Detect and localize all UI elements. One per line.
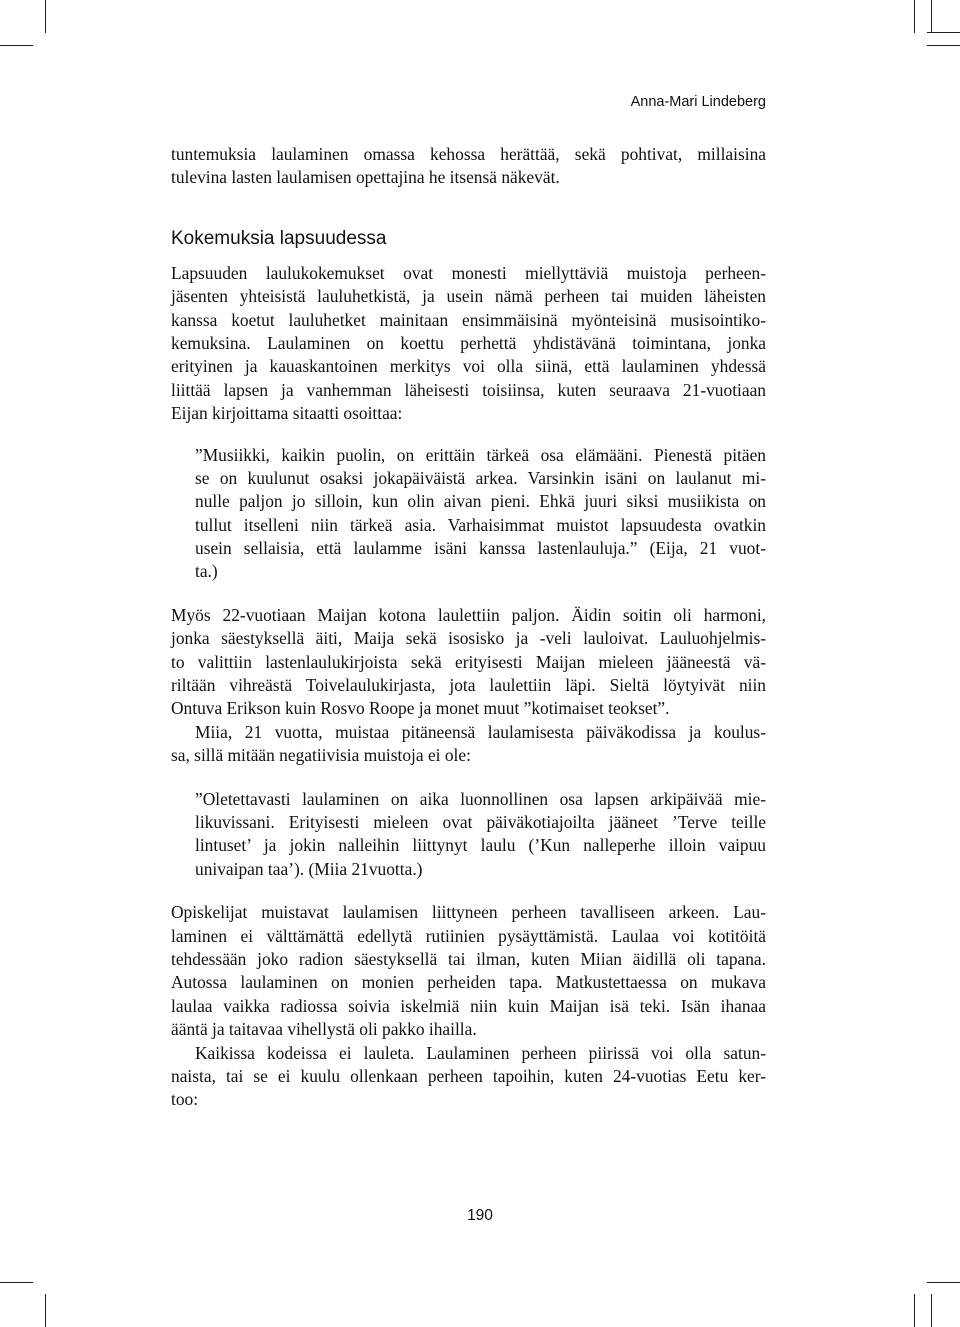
text-line: kemuksina. Laulaminen on koettu perhettä yhdistävänä toimintana, jonka [171,332,766,353]
crop-mark [927,1282,960,1283]
crop-mark [927,32,960,33]
text-line: riltään vihreästä Toivelaulukirjasta, jota laulettiin läpi. Sieltä löytyivät niin [171,675,766,696]
text-line: sa, sillä mitään negatiivisia muistoja ei ole: [171,745,471,766]
text-line: liittää lapsen ja vanhemman läheisesti toisiinsa, kuten seuraava 21-vuotiaan [171,379,766,400]
quote-line: usein sellaisia, että laulamme isäni kanssa lastenlauluja.” (Eija, 21 vuot- [195,538,766,559]
quote-line: ”Oletettavasti laulaminen on aika luonnollinen osa lapsen arkipäivää mie- [195,788,766,809]
quote-line: univaipan taa’). (Miia 21vuotta.) [195,858,423,879]
paragraph-2 [171,604,766,721]
text-line: Kaikissa kodeissa ei lauleta. Laulaminen perheen piirissä voi olla satun- [195,1042,766,1063]
text-line: Lapsuuden laulukokemukset ovat monesti miellyttäviä muistoja perheen- [171,262,766,283]
crop-mark [931,0,932,33]
crop-mark [914,1294,915,1327]
quote-line: se on kuulunut osaksi jokapäiväistä arkea. Varsinkin isäni on laulanut mi- [195,467,766,488]
crop-mark [914,0,915,33]
text-line: Autossa laulaminen on monien perheiden tapa. Matkustettaessa on mukava [171,972,766,993]
text-line: ääntä ja taitavaa vihellystä oli pakko ihailla. [171,1019,477,1040]
page-number: 190 [467,1207,493,1224]
text-line: Eijan kirjoittama sitaatti osoittaa: [171,403,403,424]
text-line: laulaa vaikka radiossa soivia iskelmiä niin kuin Maijan isä teki. Isän ihanaa [171,995,766,1016]
text-line: tehdessään joko radion säestyksellä tai ilman, kuten Miian äidillä oli tapana. [171,948,766,969]
running-header-author: Anna-Mari Lindeberg [630,94,766,110]
quote-line: likuvissani. Erityisesti mieleen ovat päiväkotiajoilta jääneet ’Terve teille [195,811,766,832]
crop-mark [45,0,46,33]
paragraph-1 [171,262,766,426]
block-quote-1 [171,444,766,584]
paragraph-5 [171,1042,766,1112]
crop-mark [0,45,33,46]
text-line: Myös 22-vuotiaan Maijan kotona laulettiin paljon. Äidin soitin oli harmoni, [171,604,766,625]
paragraph-4 [171,901,766,1041]
text-line: Ontuva Erikson kuin Rosvo Roope ja monet muut ”kotimaiset teokset”. [171,698,670,719]
text-line: to valittiin lastenlaulukirjoista sekä erityisesti Maijan mieleen jääneestä vä- [171,651,766,672]
text-line: tulevina lasten laulamisen opettajina he itsensä näkevät. [171,167,560,188]
quote-line: ”Musiikki, kaikin puolin, on erittäin tärkeä osa elämääni. Pienestä pitäen [195,444,766,465]
text-line: erityinen ja kauaskantoinen merkitys voi olla siinä, että laulaminen yhdessä [171,356,766,377]
block-quote-2 [171,788,766,882]
quote-line: tullut itselleni niin tärkeä asia. Varhaisimmat muistot lapsuudesta ovatkin [195,514,766,535]
text-line: jonka säestyksellä äiti, Maija sekä isosisko ja -veli lauloivat. Lauluohjelmis- [171,628,766,649]
crop-mark [927,45,960,46]
intro-paragraph [171,143,766,190]
text-line: laminen ei välttämättä edellytä rutiinien pysäyttämistä. Laulaa voi kotitöitä [171,925,766,946]
crop-mark [931,1294,932,1327]
crop-mark [45,1294,46,1327]
text-line: too: [171,1089,199,1110]
text-line: kanssa koetut lauluhetket mainitaan ensimmäisinä myönteisinä musisointiko- [171,309,766,330]
text-line: Opiskelijat muistavat laulamisen liittyneen perheen tavalliseen arkeen. Lau- [171,902,766,923]
text-line: tuntemuksia laulaminen omassa kehossa herättää, sekä pohtivat, millaisina [171,144,766,164]
text-line: naista, tai se ei kuulu ollenkaan perheen tapoihin, kuten 24-vuotias Eetu ker- [171,1065,766,1086]
quote-line: ta.) [195,561,218,582]
quote-line: lintuset’ ja jokin nalleihin liittynyt laulu (’Kun nalleperhe illoin vaipuu [195,835,766,856]
section-heading: Kokemuksia lapsuudessa [171,227,387,249]
paragraph-3 [171,721,766,768]
crop-mark [0,1282,33,1283]
page-body [171,143,766,1112]
text-line: Miia, 21 vuotta, muistaa pitäneensä laulamisesta päiväkodissa ja koulus- [195,721,766,742]
quote-line: nulle paljon jo silloin, kun olin aivan pieni. Ehkä juuri siksi musiikista on [195,491,766,512]
text-line: jäsenten yhteisistä lauluhetkistä, ja usein nämä perheen tai muiden läheisten [171,286,766,307]
